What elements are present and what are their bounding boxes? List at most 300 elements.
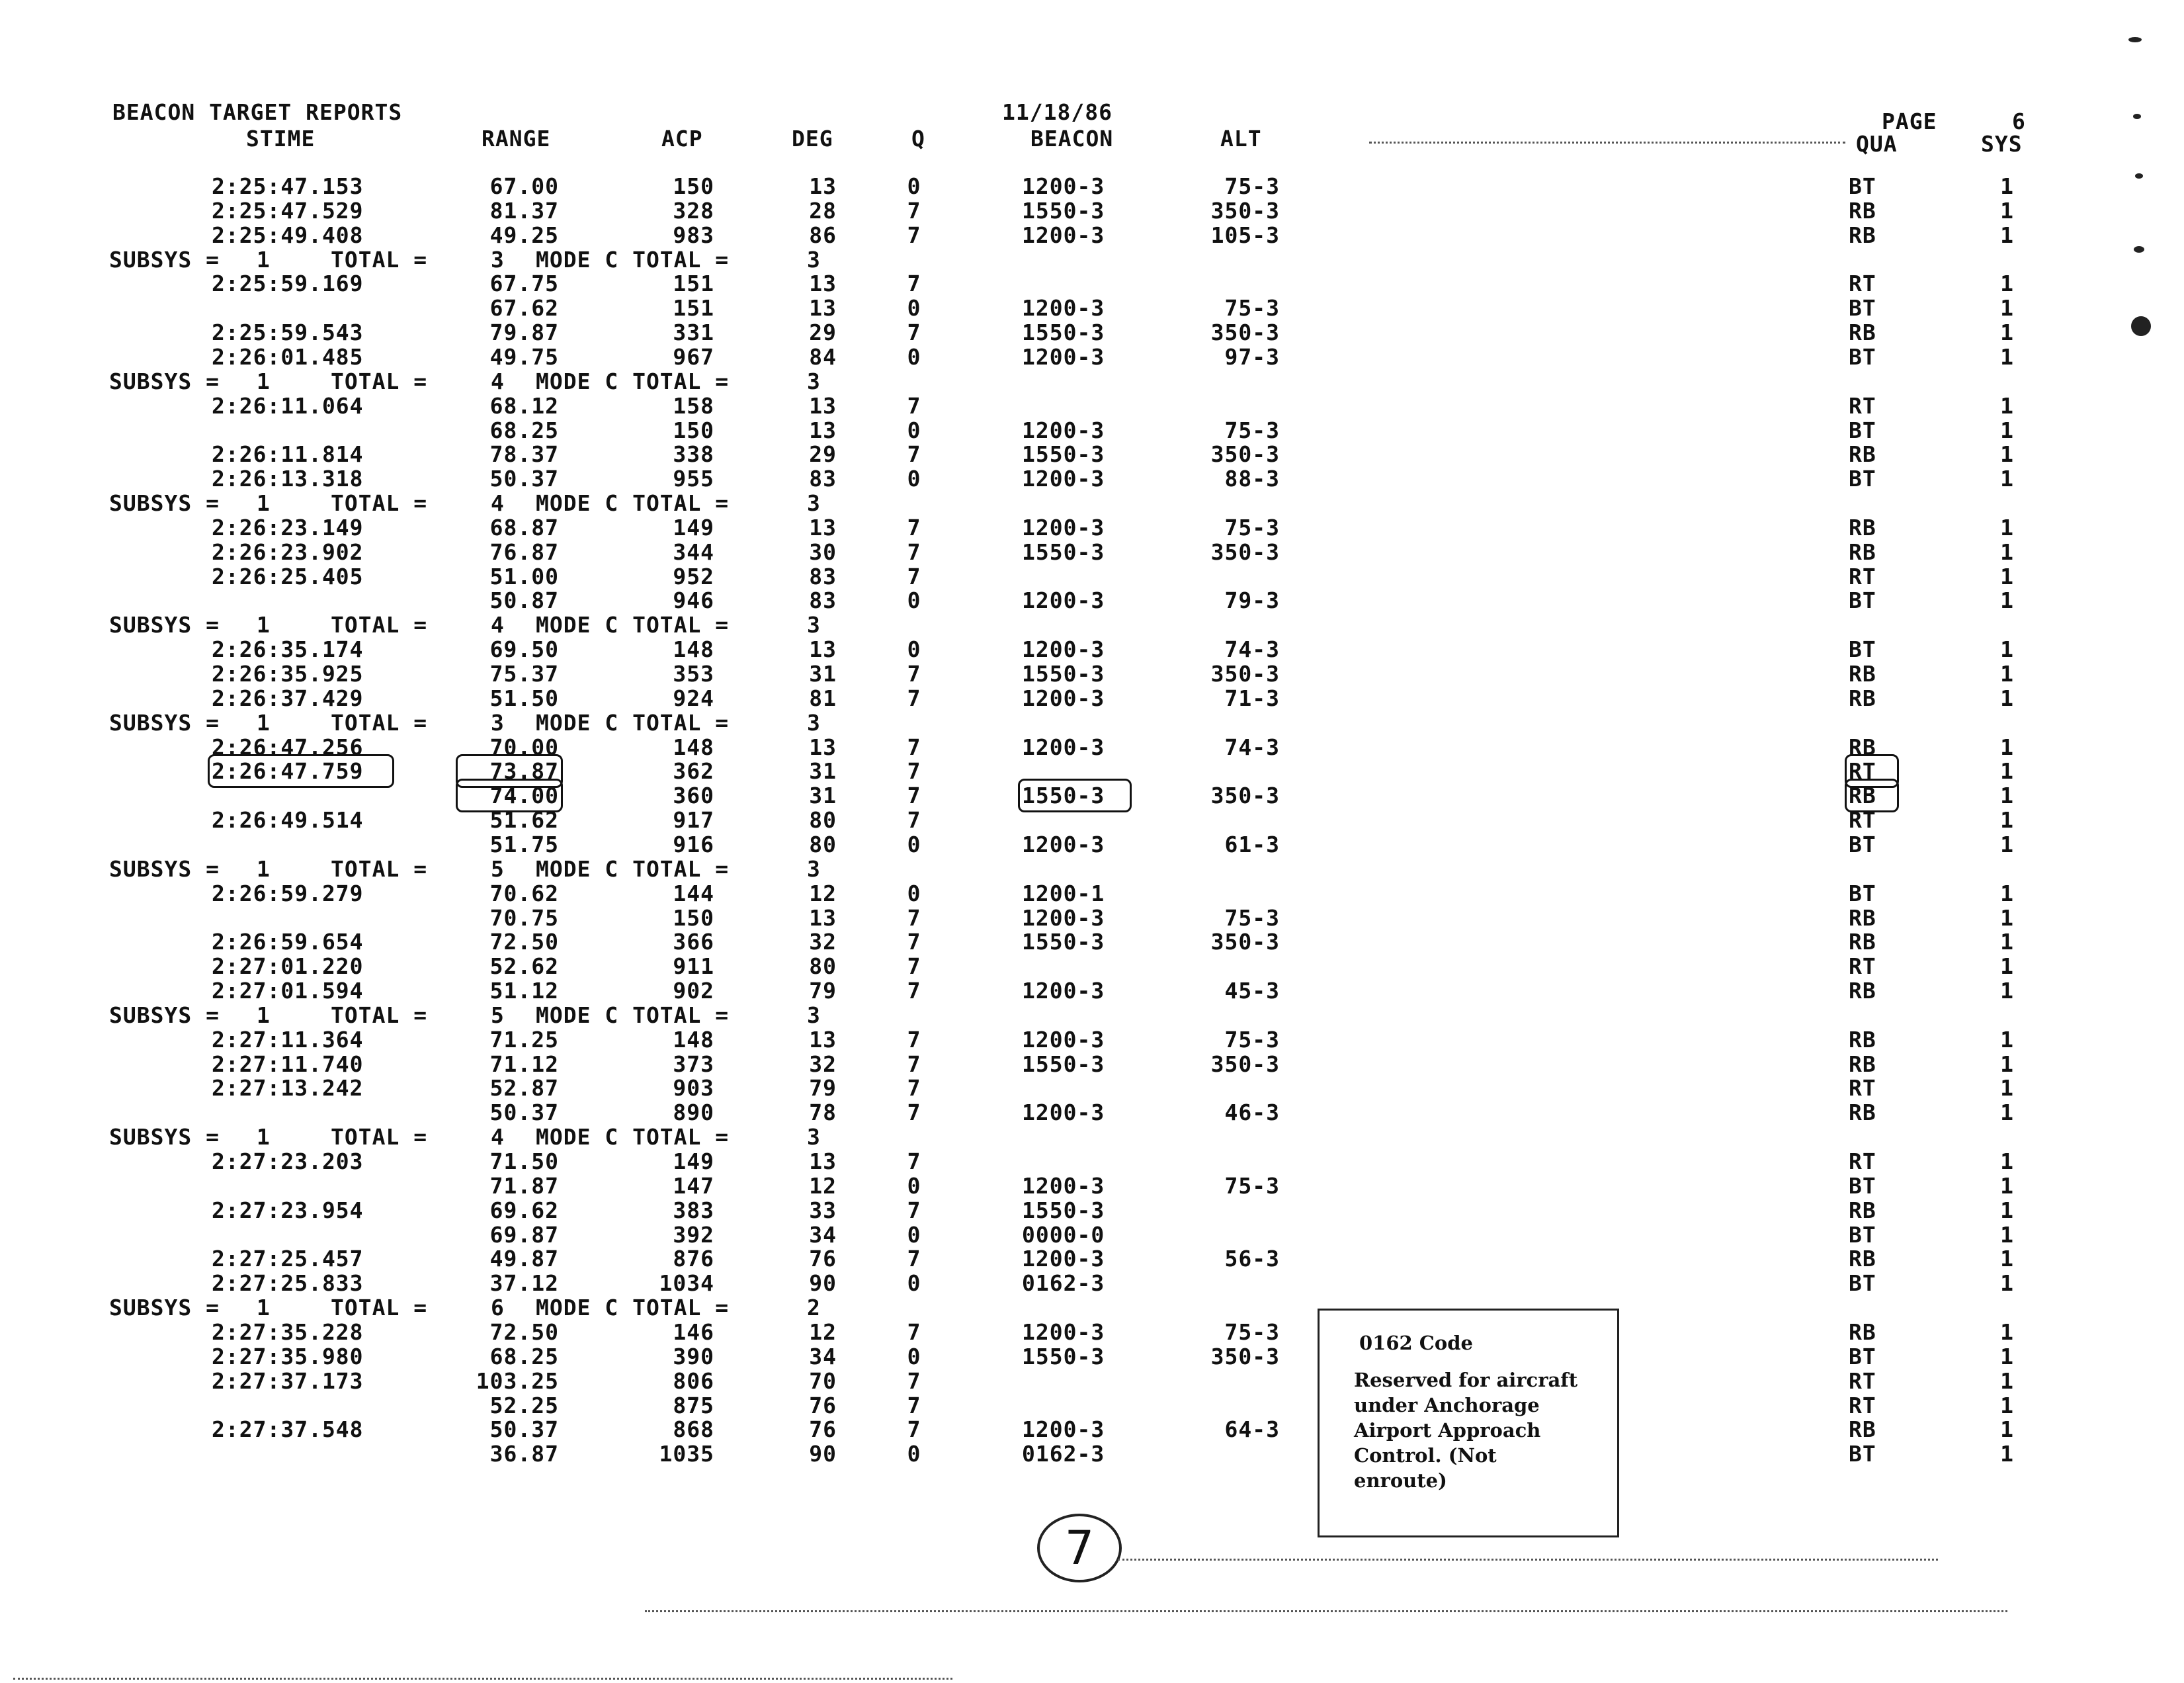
cell-qua: RT <box>1849 807 1876 833</box>
col-header-q: Q <box>911 126 925 151</box>
mode-c-total: 3 <box>807 1124 821 1150</box>
cell-beacon: 1200-3 <box>1022 832 1105 857</box>
cell-qua: BT <box>1849 1270 1876 1296</box>
cell-sys: 1 <box>2000 271 2014 296</box>
cell-acp: 1034 <box>659 1270 714 1296</box>
mode-c-total: 3 <box>807 612 821 638</box>
cell-sys: 1 <box>2000 807 2014 833</box>
cell-range: 68.12 <box>489 393 559 419</box>
cell-deg: 12 <box>809 1173 837 1199</box>
cell-qua: RB <box>1849 734 1876 760</box>
cell-range: 68.25 <box>489 417 559 443</box>
cell-q: 7 <box>907 1393 921 1418</box>
cell-beacon: 1200-3 <box>1022 1416 1105 1442</box>
cell-range: 50.37 <box>489 1100 559 1125</box>
cell-qua: BT <box>1849 832 1876 857</box>
cell-range: 81.37 <box>489 198 559 224</box>
page-number: 6 <box>2012 108 2026 134</box>
cell-sys: 1 <box>2000 417 2014 443</box>
mode-c-total: 2 <box>807 1295 821 1320</box>
total-label: TOTAL = <box>331 710 428 736</box>
cell-range: 71.50 <box>489 1148 559 1174</box>
cell-sys: 1 <box>2000 1319 2014 1345</box>
cell-qua: RB <box>1849 929 1876 955</box>
cell-deg: 78 <box>809 1100 837 1125</box>
cell-sys: 1 <box>2000 1222 2014 1248</box>
cell-q: 7 <box>907 978 921 1004</box>
subsys-number: 1 <box>257 368 271 394</box>
cell-qua: RB <box>1849 441 1876 467</box>
cell-q: 0 <box>907 344 921 370</box>
cell-acp: 916 <box>673 832 714 857</box>
scan-mark <box>2128 37 2142 42</box>
subsys-number: 1 <box>257 1002 271 1028</box>
cell-deg: 33 <box>809 1197 837 1223</box>
cell-sys: 1 <box>2000 734 2014 760</box>
cell-q: 7 <box>907 515 921 540</box>
cell-alt: 71-3 <box>1224 685 1280 711</box>
cell-alt: 350-3 <box>1210 783 1280 808</box>
cell-qua: BT <box>1849 295 1876 321</box>
cell-acp: 917 <box>673 807 714 833</box>
cell-qua: RB <box>1849 1051 1876 1077</box>
cell-alt: 79-3 <box>1224 587 1280 613</box>
cell-q: 7 <box>907 1319 921 1345</box>
cell-q: 7 <box>907 1368 921 1394</box>
cell-sys: 1 <box>2000 1197 2014 1223</box>
subsys-label: SUBSYS = <box>109 490 220 516</box>
cell-sys: 1 <box>2000 393 2014 419</box>
cell-alt: 56-3 <box>1224 1246 1280 1272</box>
cell-beacon: 1200-3 <box>1022 1100 1105 1125</box>
cell-beacon: 1200-3 <box>1022 978 1105 1004</box>
cell-acp: 875 <box>673 1393 714 1418</box>
cell-beacon: 1550-3 <box>1022 1197 1105 1223</box>
col-header-acp: ACP <box>661 126 703 151</box>
cell-qua: RB <box>1849 685 1876 711</box>
total-count: 4 <box>491 612 505 638</box>
cell-acp: 1035 <box>659 1441 714 1467</box>
cell-range: 67.75 <box>489 271 559 296</box>
cell-q: 7 <box>907 539 921 565</box>
cell-range: 51.00 <box>489 564 559 589</box>
subsys-number: 1 <box>257 612 271 638</box>
cell-alt: 45-3 <box>1224 978 1280 1004</box>
cell-range: 71.87 <box>489 1173 559 1199</box>
cell-acp: 151 <box>673 271 714 296</box>
cell-stime: 2:27:37.548 <box>212 1416 364 1442</box>
cell-alt: 75-3 <box>1224 173 1280 199</box>
cell-q: 7 <box>907 661 921 687</box>
cell-range: 52.87 <box>489 1075 559 1101</box>
cell-q: 7 <box>907 393 921 419</box>
mode-c-label: MODE C TOTAL = <box>536 1124 730 1150</box>
cell-q: 0 <box>907 881 921 906</box>
cell-range: 69.87 <box>489 1222 559 1248</box>
cell-stime: 2:26:35.925 <box>212 661 364 687</box>
footer-dotted-rule <box>645 1610 2007 1612</box>
cell-deg: 34 <box>809 1222 837 1248</box>
cell-deg: 80 <box>809 832 837 857</box>
mode-c-total: 3 <box>807 490 821 516</box>
total-count: 6 <box>491 1295 505 1320</box>
cell-deg: 76 <box>809 1416 837 1442</box>
cell-range: 71.12 <box>489 1051 559 1077</box>
cell-range: 51.50 <box>489 685 559 711</box>
cell-deg: 79 <box>809 1075 837 1101</box>
cell-alt: 350-3 <box>1210 441 1280 467</box>
col-header-beacon: BEACON <box>1030 126 1114 151</box>
cell-deg: 70 <box>809 1368 837 1394</box>
cell-range: 73.87 <box>460 758 559 784</box>
cell-deg: 76 <box>809 1393 837 1418</box>
cell-acp: 150 <box>673 417 714 443</box>
header-dotted-rule <box>1369 142 1845 144</box>
cell-q: 7 <box>907 198 921 224</box>
cell-qua: RB <box>1849 222 1876 248</box>
cell-range: 70.62 <box>489 881 559 906</box>
cell-acp: 903 <box>673 1075 714 1101</box>
cell-q: 0 <box>907 1441 921 1467</box>
note-line: Reserved for aircraft <box>1354 1369 1578 1391</box>
cell-acp: 362 <box>673 758 714 784</box>
cell-acp: 967 <box>673 344 714 370</box>
cell-deg: 84 <box>809 344 837 370</box>
cell-deg: 13 <box>809 271 837 296</box>
cell-sys: 1 <box>2000 1246 2014 1272</box>
mode-c-label: MODE C TOTAL = <box>536 612 730 638</box>
mode-c-label: MODE C TOTAL = <box>536 856 730 882</box>
cell-deg: 32 <box>809 929 837 955</box>
cell-qua: RB <box>1849 320 1876 345</box>
total-label: TOTAL = <box>331 368 428 394</box>
cell-qua: BT <box>1849 173 1876 199</box>
cell-sys: 1 <box>2000 198 2014 224</box>
cell-stime: 2:27:23.954 <box>212 1197 364 1223</box>
total-label: TOTAL = <box>331 856 428 882</box>
cell-q: 7 <box>907 1075 921 1101</box>
cell-qua: RT <box>1849 1148 1876 1174</box>
cell-sys: 1 <box>2000 783 2014 808</box>
mode-c-label: MODE C TOTAL = <box>536 710 730 736</box>
cell-acp: 150 <box>673 905 714 931</box>
cell-deg: 13 <box>809 393 837 419</box>
subsys-number: 1 <box>257 1295 271 1320</box>
cell-stime: 2:27:01.220 <box>212 953 364 979</box>
cell-deg: 81 <box>809 685 837 711</box>
cell-qua: RB <box>1849 905 1876 931</box>
cell-q: 7 <box>907 783 921 808</box>
cell-alt: 74-3 <box>1224 636 1280 662</box>
cell-q: 7 <box>907 1197 921 1223</box>
cell-sys: 1 <box>2000 905 2014 931</box>
cell-q: 7 <box>907 441 921 467</box>
report-title: BEACON TARGET REPORTS <box>112 99 403 125</box>
col-header-stime: STIME <box>246 126 315 151</box>
cell-stime: 2:26:47.256 <box>212 734 364 760</box>
cell-acp: 344 <box>673 539 714 565</box>
cell-q: 7 <box>907 222 921 248</box>
bottom-edge-rule <box>13 1678 952 1680</box>
cell-q: 7 <box>907 905 921 931</box>
note-body <box>1354 1367 1618 1493</box>
subsys-label: SUBSYS = <box>109 710 220 736</box>
cell-beacon: 1200-3 <box>1022 222 1105 248</box>
cell-alt: 350-3 <box>1210 1051 1280 1077</box>
cell-stime: 2:27:13.242 <box>212 1075 364 1101</box>
cell-stime: 2:25:49.408 <box>212 222 364 248</box>
cell-sys: 1 <box>2000 344 2014 370</box>
cell-q: 0 <box>907 466 921 492</box>
mode-c-total: 3 <box>807 710 821 736</box>
cell-stime: 2:26:13.318 <box>212 466 364 492</box>
cell-range: 70.00 <box>489 734 559 760</box>
cell-sys: 1 <box>2000 539 2014 565</box>
cell-range: 67.00 <box>489 173 559 199</box>
cell-deg: 13 <box>809 905 837 931</box>
cell-deg: 83 <box>809 564 837 589</box>
cell-deg: 90 <box>809 1270 837 1296</box>
cell-sys: 1 <box>2000 978 2014 1004</box>
cell-sys: 1 <box>2000 1027 2014 1053</box>
cell-sys: 1 <box>2000 832 2014 857</box>
cell-beacon: 1200-3 <box>1022 173 1105 199</box>
cell-alt: 74-3 <box>1224 734 1280 760</box>
subsys-label: SUBSYS = <box>109 1124 220 1150</box>
report-date: 11/18/86 <box>1002 99 1113 125</box>
scan-mark <box>2133 114 2141 119</box>
cell-range: 69.50 <box>489 636 559 662</box>
total-label: TOTAL = <box>331 247 428 273</box>
col-header-sys: SYS <box>1981 131 2023 157</box>
subsys-label: SUBSYS = <box>109 368 220 394</box>
cell-beacon: 1200-3 <box>1022 1173 1105 1199</box>
cell-stime: 2:27:11.364 <box>212 1027 364 1053</box>
cell-deg: 29 <box>809 441 837 467</box>
cell-deg: 76 <box>809 1246 837 1272</box>
cell-q: 0 <box>907 295 921 321</box>
cell-alt: 75-3 <box>1224 515 1280 540</box>
cell-alt: 75-3 <box>1224 1173 1280 1199</box>
cell-range: 51.75 <box>489 832 559 857</box>
cell-sys: 1 <box>2000 929 2014 955</box>
cell-beacon: 1200-3 <box>1022 344 1105 370</box>
cell-stime: 2:26:37.429 <box>212 685 364 711</box>
total-count: 5 <box>491 856 505 882</box>
col-header-range: RANGE <box>482 126 551 151</box>
cell-deg: 80 <box>809 807 837 833</box>
cell-qua: RT <box>1849 271 1876 296</box>
subsys-number: 1 <box>257 856 271 882</box>
cell-deg: 90 <box>809 1441 837 1467</box>
cell-acp: 924 <box>673 685 714 711</box>
cell-acp: 360 <box>673 783 714 808</box>
cell-acp: 392 <box>673 1222 714 1248</box>
cell-acp: 151 <box>673 295 714 321</box>
cell-qua: BT <box>1849 466 1876 492</box>
cell-deg: 13 <box>809 515 837 540</box>
cell-q: 0 <box>907 1222 921 1248</box>
cell-alt: 88-3 <box>1224 466 1280 492</box>
total-label: TOTAL = <box>331 1124 428 1150</box>
cell-beacon: 1200-3 <box>1022 1027 1105 1053</box>
cell-acp: 902 <box>673 978 714 1004</box>
cell-acp: 338 <box>673 441 714 467</box>
cell-q: 7 <box>907 1148 921 1174</box>
cell-stime: 2:26:35.174 <box>212 636 364 662</box>
mode-c-total: 3 <box>807 856 821 882</box>
note-line: Control. (Not <box>1354 1444 1497 1467</box>
col-header-qua: QUA <box>1856 131 1898 157</box>
cell-beacon: 1200-3 <box>1022 734 1105 760</box>
cell-range: 72.50 <box>489 1319 559 1345</box>
cell-range: 68.25 <box>489 1344 559 1369</box>
cell-range: 50.37 <box>489 1416 559 1442</box>
cell-range: 50.37 <box>489 466 559 492</box>
cell-stime: 2:26:11.064 <box>212 393 364 419</box>
cell-alt: 75-3 <box>1224 295 1280 321</box>
cell-alt: 64-3 <box>1224 1416 1280 1442</box>
cell-sys: 1 <box>2000 953 2014 979</box>
cell-range: 74.00 <box>460 783 559 808</box>
cell-beacon: 1200-3 <box>1022 466 1105 492</box>
cell-q: 7 <box>907 758 921 784</box>
cell-stime: 2:27:11.740 <box>212 1051 364 1077</box>
cell-sys: 1 <box>2000 1173 2014 1199</box>
cell-alt: 350-3 <box>1210 320 1280 345</box>
cell-q: 0 <box>907 832 921 857</box>
cell-range: 78.37 <box>489 441 559 467</box>
cell-alt: 46-3 <box>1224 1100 1280 1125</box>
cell-range: 49.75 <box>489 344 559 370</box>
cell-q: 0 <box>907 417 921 443</box>
total-label: TOTAL = <box>331 612 428 638</box>
cell-acp: 149 <box>673 1148 714 1174</box>
cell-acp: 146 <box>673 1319 714 1345</box>
cell-qua: RB <box>1849 661 1876 687</box>
cell-deg: 12 <box>809 881 837 906</box>
cell-deg: 13 <box>809 636 837 662</box>
cell-deg: 31 <box>809 783 837 808</box>
cell-stime: 2:27:37.173 <box>212 1368 364 1394</box>
cell-qua: BT <box>1849 1173 1876 1199</box>
cell-alt: 350-3 <box>1210 198 1280 224</box>
cell-sys: 1 <box>2000 1051 2014 1077</box>
cell-beacon: 1550-3 <box>1022 783 1128 808</box>
total-label: TOTAL = <box>331 490 428 516</box>
cell-range: 103.25 <box>476 1368 559 1394</box>
cell-alt: 350-3 <box>1210 661 1280 687</box>
cell-deg: 30 <box>809 539 837 565</box>
subsys-label: SUBSYS = <box>109 1295 220 1320</box>
scan-mark <box>2131 316 2151 336</box>
cell-deg: 79 <box>809 978 837 1004</box>
cell-qua: RB <box>1849 1246 1876 1272</box>
subsys-number: 1 <box>257 1124 271 1150</box>
total-label: TOTAL = <box>331 1295 428 1320</box>
cell-range: 51.12 <box>489 978 559 1004</box>
note-line: Airport Approach <box>1354 1419 1541 1442</box>
cell-alt: 350-3 <box>1210 1344 1280 1369</box>
col-header-alt: ALT <box>1220 126 1262 151</box>
mode-c-total: 3 <box>807 1002 821 1028</box>
cell-q: 0 <box>907 1173 921 1199</box>
cell-q: 7 <box>907 320 921 345</box>
cell-range: 51.62 <box>489 807 559 833</box>
cell-qua: BT <box>1849 636 1876 662</box>
cell-beacon: 1200-3 <box>1022 295 1105 321</box>
cell-range: 69.62 <box>489 1197 559 1223</box>
cell-qua: RT <box>1849 1393 1876 1418</box>
cell-alt: 75-3 <box>1224 1319 1280 1345</box>
cell-deg: 31 <box>809 758 837 784</box>
cell-q: 0 <box>907 173 921 199</box>
cell-range: 71.25 <box>489 1027 559 1053</box>
cell-range: 70.75 <box>489 905 559 931</box>
subsys-label: SUBSYS = <box>109 1002 220 1028</box>
cell-stime: 2:25:47.153 <box>212 173 364 199</box>
cell-sys: 1 <box>2000 661 2014 687</box>
cell-q: 7 <box>907 1027 921 1053</box>
cell-acp: 158 <box>673 393 714 419</box>
cell-qua: RB <box>1849 1319 1876 1345</box>
note-line: enroute) <box>1354 1469 1447 1492</box>
mode-c-label: MODE C TOTAL = <box>536 368 730 394</box>
cell-qua: RT <box>1849 758 1895 784</box>
footer-dotted-rule <box>1118 1559 1938 1561</box>
cell-alt: 75-3 <box>1224 1027 1280 1053</box>
cell-q: 0 <box>907 1344 921 1369</box>
cell-range: 68.87 <box>489 515 559 540</box>
cell-sys: 1 <box>2000 466 2014 492</box>
cell-qua: RB <box>1849 1100 1876 1125</box>
cell-deg: 29 <box>809 320 837 345</box>
cell-beacon: 1550-3 <box>1022 539 1105 565</box>
cell-qua: RB <box>1849 783 1895 808</box>
cell-stime: 2:26:23.902 <box>212 539 364 565</box>
cell-q: 7 <box>907 271 921 296</box>
cell-range: 52.62 <box>489 953 559 979</box>
cell-q: 7 <box>907 734 921 760</box>
cell-acp: 353 <box>673 661 714 687</box>
circled-page-number: 7 <box>1037 1514 1122 1582</box>
cell-qua: RB <box>1849 1027 1876 1053</box>
cell-q: 7 <box>907 1100 921 1125</box>
cell-q: 7 <box>907 807 921 833</box>
subsys-number: 1 <box>257 247 271 273</box>
cell-qua: RT <box>1849 953 1876 979</box>
cell-deg: 13 <box>809 173 837 199</box>
total-count: 3 <box>491 710 505 736</box>
cell-stime: 2:26:59.654 <box>212 929 364 955</box>
cell-q: 7 <box>907 1416 921 1442</box>
cell-stime: 2:27:25.457 <box>212 1246 364 1272</box>
cell-deg: 12 <box>809 1319 837 1345</box>
subsys-number: 1 <box>257 710 271 736</box>
cell-range: 50.87 <box>489 587 559 613</box>
cell-beacon: 1200-3 <box>1022 1246 1105 1272</box>
cell-qua: BT <box>1849 1222 1876 1248</box>
cell-acp: 983 <box>673 222 714 248</box>
cell-beacon: 1200-3 <box>1022 1319 1105 1345</box>
scan-mark <box>2134 246 2144 253</box>
cell-beacon: 1200-3 <box>1022 685 1105 711</box>
cell-beacon: 1200-3 <box>1022 417 1105 443</box>
cell-stime: 2:25:59.169 <box>212 271 364 296</box>
cell-q: 0 <box>907 1270 921 1296</box>
mode-c-label: MODE C TOTAL = <box>536 1295 730 1320</box>
total-count: 4 <box>491 1124 505 1150</box>
